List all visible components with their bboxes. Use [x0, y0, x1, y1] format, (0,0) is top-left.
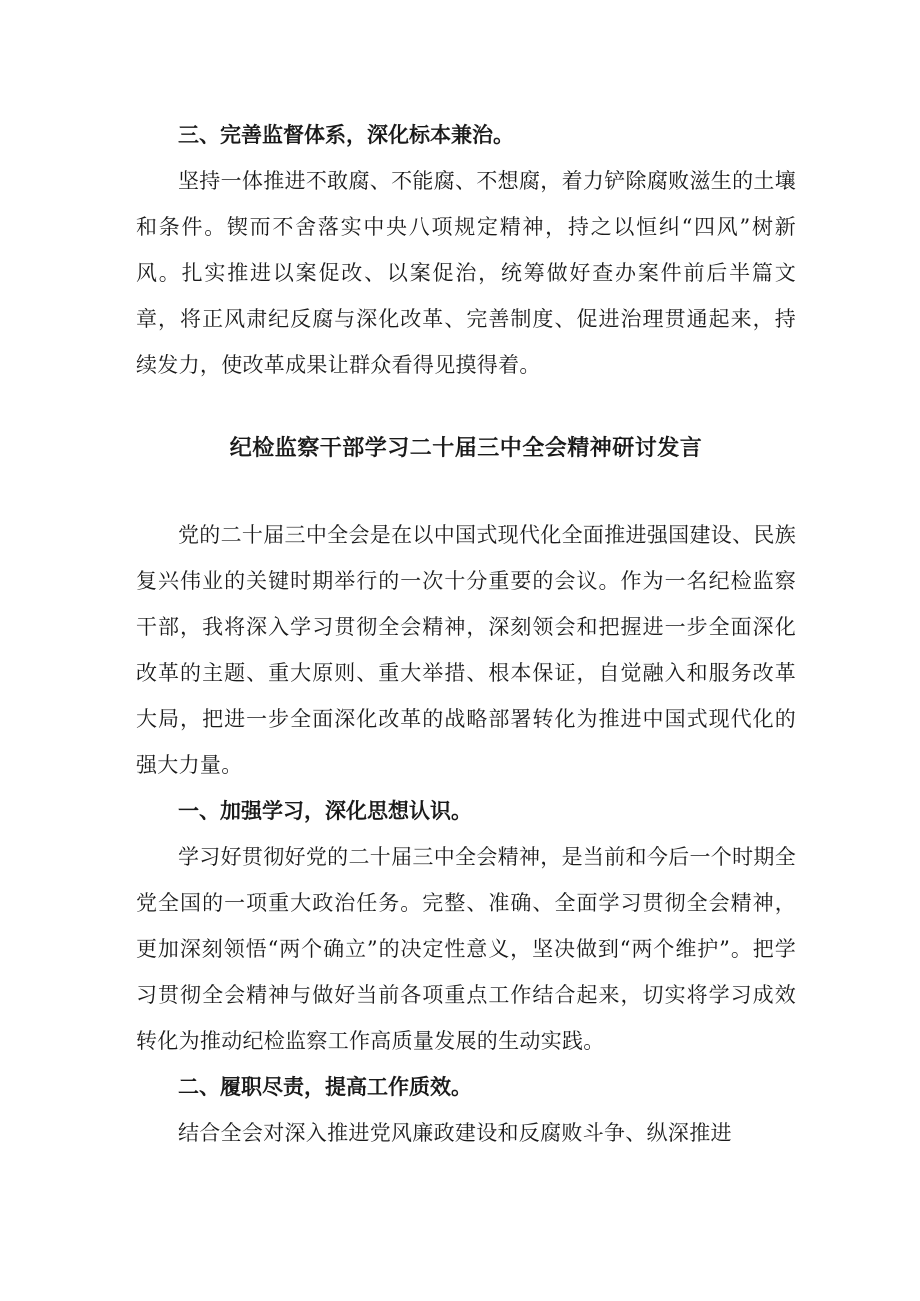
article-title: 纪检监察干部学习二十届三中全会精神研讨发言	[229, 436, 703, 461]
section-1-body: 学习好贯彻好党的二十届三中全会精神，是当前和今后一个时期全党全国的一项重大政治任务。完整、准确、全面学习贯彻全会精神，更加深刻领悟“两个确立”的决定性意义，坚决做到“两个维护”。把学习贯彻全会精神与做好当前各项重点工作结合起来，切实将学习成效转化为推动纪检监察工作高质量发展的生动实践。	[136, 845, 796, 1053]
spacer	[136, 472, 796, 512]
section-1-heading: 一、加强学习，深化思想认识。	[178, 799, 472, 823]
section-3-heading: 三、完善监督体系，深化标本兼治。	[178, 123, 514, 147]
section-2-heading: 二、履职尽责，提高工作质效。	[178, 1075, 472, 1099]
article-intro: 党的二十届三中全会是在以中国式现代化全面推进强国建设、民族复兴伟业的关键时期举行的一次十分重要的会议。作为一名纪检监察干部，我将深入学习贯彻全会精神，深刻领会和把握进一步全面深化改革的主题、重大原则、重大举措、根本保证，自觉融入和服务改革大局，把进一步全面深化改革的战略部署转化为推进中国式现代化的强大力量。	[136, 523, 796, 777]
section-3-body: 坚持一体推进不敢腐、不能腐、不想腐，着力铲除腐败滋生的土壤和条件。锲而不舍落实中央八项规定精神，持之以恒纠“四风”树新风。扎实推进以案促改、以案促治，统筹做好查办案件前后半篇文章，将正风肃纪反腐与深化改革、完善制度、促进治理贯通起来，持续发力，使改革成果让群众看得见摸得着。	[136, 169, 796, 377]
document-page	[136, 112, 796, 1156]
spacer	[136, 388, 796, 426]
section-2-body: 结合全会对深入推进党风廉政建设和反腐败斗争、纵深推进	[178, 1121, 732, 1145]
